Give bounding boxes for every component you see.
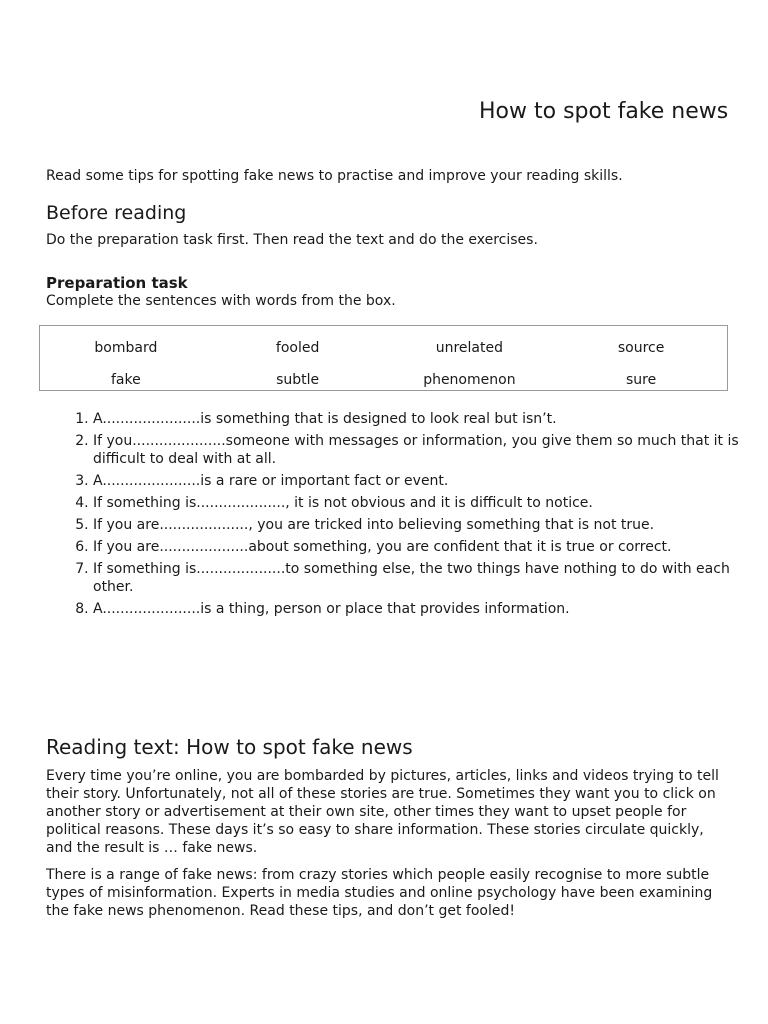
word-box-cell: sure — [626, 372, 657, 388]
reading-paragraph: Every time you’re online, you are bombarded by pictures, articles, links and videos trying to tell their story. Unfortunately, not all of these stories are true. Sometimes they want you to click on another story or advertisement at their own site, other times they want to upset people for political reasons. These days it’s so easy to share information. These stories circulate quickly, and the result is … fake news. — [46, 768, 719, 856]
before-reading-text: Do the preparation task first. Then read the text and do the exercises. — [46, 232, 538, 248]
word-box-cell: bombard — [94, 340, 158, 356]
word-box-row — [40, 364, 727, 396]
page-title: How to spot fake news — [479, 99, 729, 124]
word-box-cell: source — [617, 340, 665, 356]
preparation-task-heading: Preparation task — [46, 274, 188, 292]
question-item: 7. If something is....................to something else, the two things have nothing to do with each other. — [93, 560, 745, 596]
word-box-cell: unrelated — [435, 340, 503, 356]
word-box-table — [40, 332, 727, 396]
question-item: 3. A......................is a rare or important fact or event. — [93, 472, 745, 490]
word-box-cell: fooled — [275, 340, 320, 356]
preparation-instruction: Complete the sentences with words from the box. — [46, 293, 396, 309]
question-item: 8. A......................is a thing, person or place that provides information. — [93, 600, 745, 618]
question-item: 2. If you.....................someone with messages or information, you give them so much that it is difficult to deal with at all. — [93, 432, 745, 468]
question-item: 6. If you are....................about something, you are confident that it is true or correct. — [93, 538, 745, 556]
before-reading-heading: Before reading — [46, 202, 187, 224]
word-box-cell: subtle — [276, 372, 320, 388]
question-item: 1. A......................is something that is designed to look real but isn’t. — [93, 410, 745, 428]
word-box-row — [40, 332, 727, 364]
intro-text: Read some tips for spotting fake news to practise and improve your reading skills. — [46, 168, 623, 184]
reading-text-heading: Reading text: How to spot fake news — [46, 735, 413, 759]
word-box-cell: fake — [111, 372, 141, 388]
word-box — [39, 325, 728, 391]
question-list — [70, 410, 745, 622]
question-item: 4. If something is...................., it is not obvious and it is difficult to notice. — [93, 494, 745, 512]
reading-paragraph: There is a range of fake news: from crazy stories which people easily recognise to more subtle types of misinformation. Experts in media studies and online psychology have been examining the fake news phenomenon. Read these tips, and don’t get fooled! — [46, 867, 713, 919]
question-item: 5. If you are...................., you are tricked into believing something that is not true. — [93, 516, 745, 534]
word-box-cell: phenomenon — [423, 372, 516, 388]
